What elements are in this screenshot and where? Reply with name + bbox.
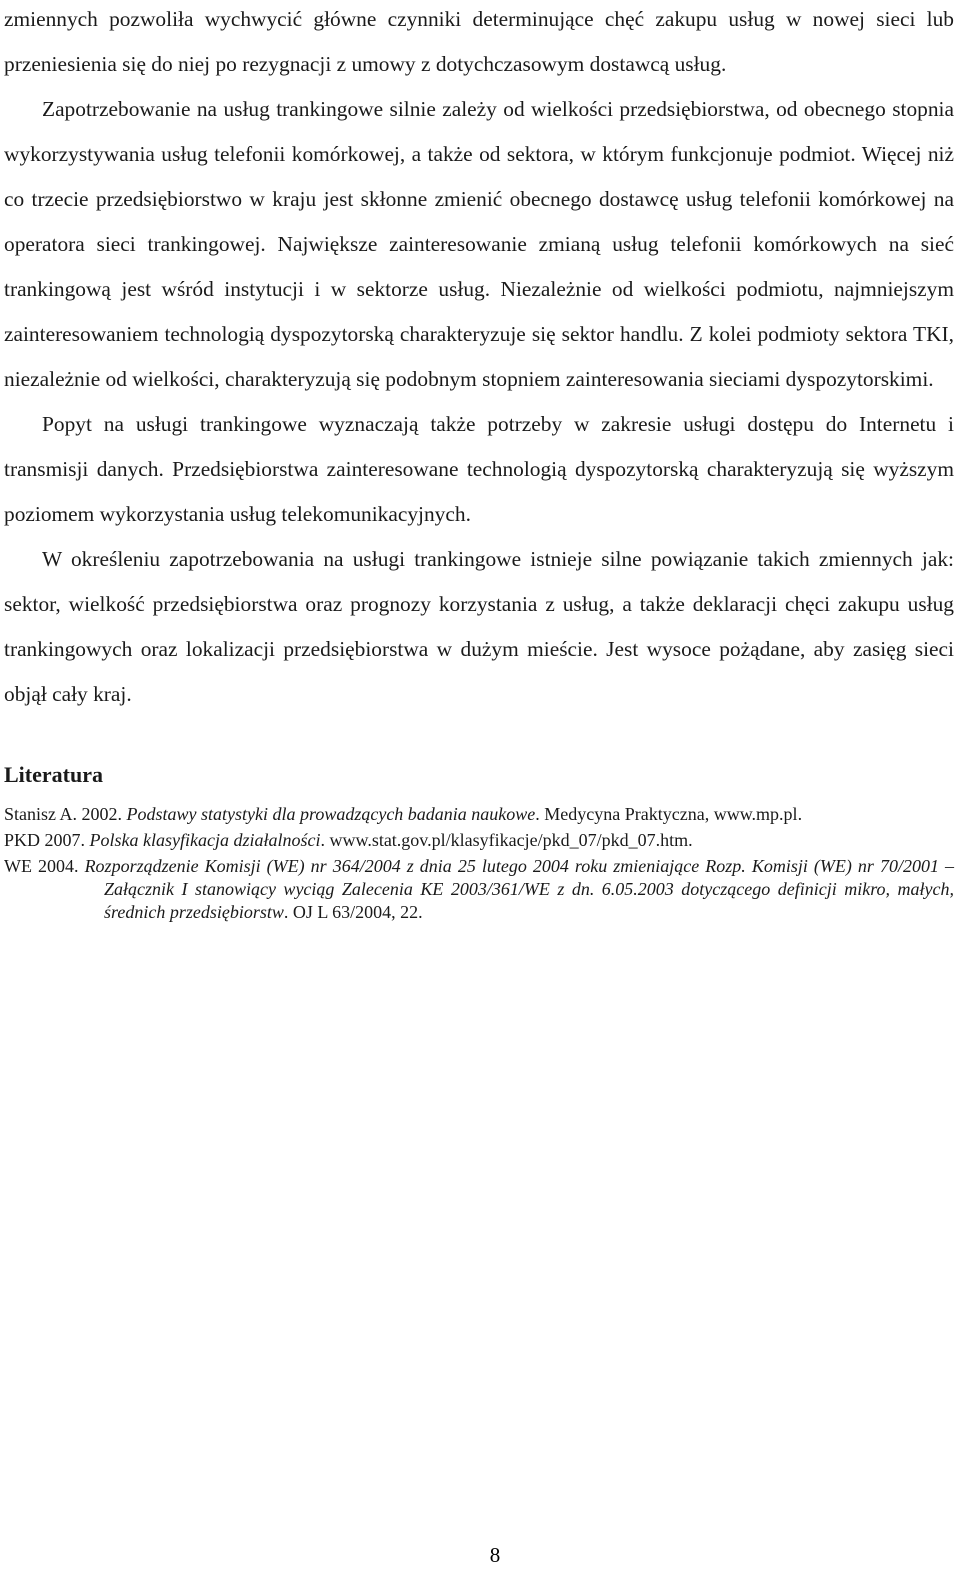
- references-heading: Literatura: [4, 762, 103, 787]
- reference-item: [4, 855, 954, 924]
- reference-item: [4, 829, 954, 852]
- reference-tail: . www.stat.gov.pl/klasyfikacje/pkd_07/pkd_07.htm.: [320, 830, 693, 850]
- reference-lead: Stanisz A. 2002.: [4, 804, 127, 824]
- reference-lead: PKD 2007.: [4, 830, 90, 850]
- reference-title: Rozporządzenie Komisji (WE) nr 364/2004 z dnia 25 lutego 2004 roku zmieniające Rozp. Komisji (WE) nr 70/2001 – Załącznik I stanowiący wyciąg Zalecenia KE 2003/361/WE z dn. 6.05.2003 dotyczącego definicji mikro, małych, średnich przedsiębiorstw: [84, 856, 954, 922]
- reference-title: Polska klasyfikacja działalności: [89, 830, 321, 850]
- reference-item: [4, 803, 954, 826]
- references-list: [4, 803, 954, 924]
- paragraph-4: W określeniu zapotrzebowania na usługi trankingowe istnieje silne powiązanie takich zmiennych jak: sektor, wielkość przedsiębiorstwa oraz prognozy korzystania z usług, a także deklaracji chęci zakupu usług trankingowych oraz lokalizacji przedsiębiorstwa w dużym mieście. Jest wysoce pożądane, aby zasięg sieci objął cały kraj.: [4, 547, 954, 706]
- reference-title: Podstawy statystyki dla prowadzących badania naukowe: [126, 804, 536, 824]
- document-page: [4, 0, 954, 1574]
- reference-tail: . OJ L 63/2004, 22.: [283, 902, 423, 922]
- paragraph-2: Zapotrzebowanie na usług trankingowe silnie zależy od wielkości przedsiębiorstwa, od obecnego stopnia wykorzystywania usług telefonii komórkowej, a także od sektora, w którym funkcjonuje podmiot. Więcej niż co trzecie przedsiębiorstwo w kraju jest skłonne zmienić obecnego dostawcę usług telefonii komórkowej na operatora sieci trankingowej. Największe zainteresowanie zmianą usług telefonii komórkowych na sieć trankingową jest wśród instytucji i w sektorze usług. Niezależnie od wielkości podmiotu, najmniejszym zainteresowaniem technologią dyspozytorską charakteryzuje się sektor handlu. Z kolei podmioty sektora TKI, niezależnie od wielkości, charakteryzują się podobnym stopniem zainteresowania sieciami dyspozytorskimi.: [4, 97, 954, 391]
- reference-tail: . Medycyna Praktyczna, www.mp.pl.: [535, 804, 803, 824]
- paragraph-1: zmiennych pozwoliła wychwycić główne czynniki determinujące chęć zakupu usług w nowej sieci lub przeniesienia się do niej po rezygnacji z umowy z dotychczasowym dostawcą usług.: [4, 7, 954, 76]
- paragraph-3: Popyt na usługi trankingowe wyznaczają także potrzeby w zakresie usługi dostępu do Internetu i transmisji danych. Przedsiębiorstwa zainteresowane technologią dyspozytorską charakteryzują się wyższym poziomem wykorzystania usług telekomunikacyjnych.: [4, 412, 954, 526]
- page-number: 8: [489, 1543, 501, 1567]
- reference-lead: WE 2004.: [4, 856, 85, 876]
